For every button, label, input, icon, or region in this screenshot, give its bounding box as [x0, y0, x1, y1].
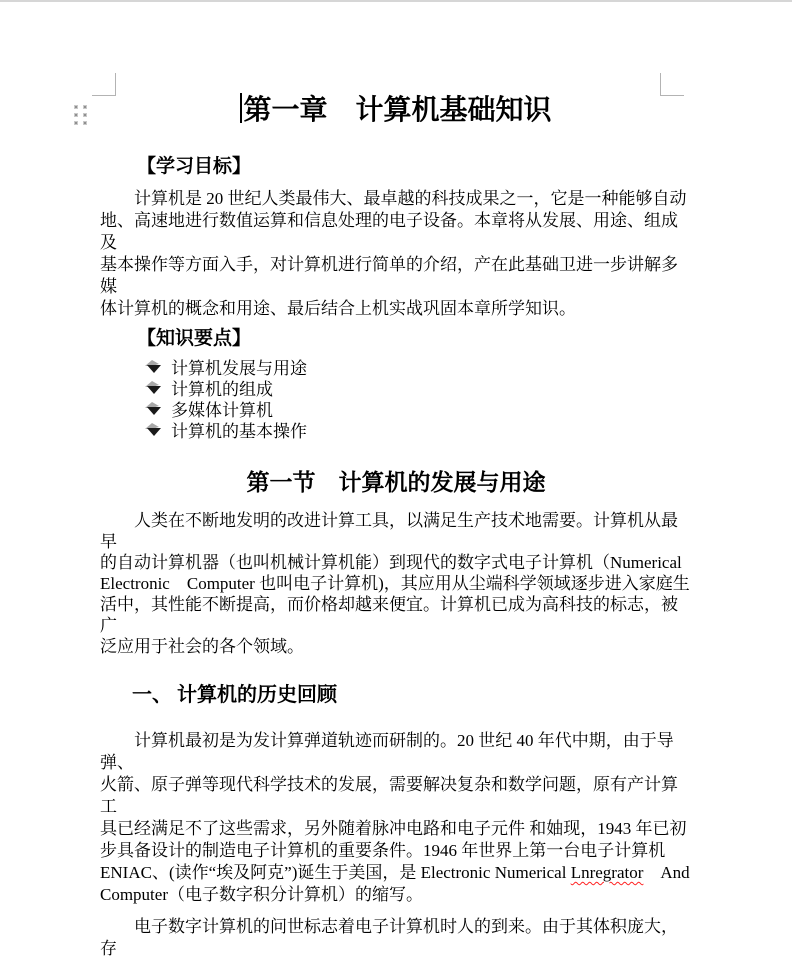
section-intro-paragraph[interactable]: [100, 510, 692, 657]
list-item[interactable]: [145, 419, 692, 440]
intro-paragraph[interactable]: [100, 188, 692, 320]
learning-goals-label[interactable]: 【学习目标】: [137, 156, 252, 177]
list-item-label: 计算机发展与用途: [171, 359, 307, 378]
text-line[interactable]: 活中，其性能不断提高，而价格却越来便宜。计算机已成为高科技的标志，被广: [100, 595, 678, 635]
text-line[interactable]: 步具备设计的制造电子计算机的重要条件。1946 年世界上第一台电子计算机: [100, 841, 666, 860]
list-item[interactable]: [145, 398, 692, 419]
text-line[interactable]: 地、高速地进行数值运算和信息处理的电子设备。本章将从发展、用途、组成及: [100, 211, 678, 252]
text-line[interactable]: 火箭、原子弹等现代科学技术的发展，需要解决复杂和数学问题，原有产计算工: [100, 775, 678, 816]
closing-paragraph[interactable]: [100, 916, 692, 960]
text-line[interactable]: Electronic Computer 也叫电子计算机)，其应用从尘端科学领域逐步进入家庭生: [100, 574, 690, 593]
history-paragraph[interactable]: [100, 730, 692, 906]
list-item[interactable]: [145, 356, 692, 377]
chapter-title[interactable]: [100, 92, 692, 130]
misspelled-word[interactable]: Lnregrator: [570, 863, 644, 882]
text-line[interactable]: [100, 862, 692, 884]
drag-handle-icon[interactable]: [74, 105, 87, 125]
text-line[interactable]: 的自动计算机器（也叫机械计算机能）到现代的数字式电子计算机（Numerical: [100, 553, 682, 572]
text-line[interactable]: 人类在不断地发明的改进计算工具，以满足生产技术地需要。计算机从最早: [100, 511, 678, 551]
list-item[interactable]: [145, 377, 692, 398]
section-title[interactable]: 第一节 计算机的发展与用途: [246, 470, 546, 495]
text-line[interactable]: 泛应用于社会的各个领域。: [100, 637, 304, 656]
text-line[interactable]: Computer（电子数字积分计算机）的缩写。: [100, 885, 423, 904]
text-line[interactable]: 计算机是 20 世纪人类最伟大、最卓越的科技成果之一，它是一种能够自动: [134, 189, 687, 208]
window-top-edge: [0, 0, 792, 2]
arrow-3d-down-icon: [145, 401, 162, 416]
list-item-label: 计算机的基本操作: [171, 422, 307, 441]
document-content: [100, 92, 692, 960]
list-item-label: 计算机的组成: [171, 380, 273, 399]
key-points-list: [100, 356, 692, 440]
text-line[interactable]: 计算机最初是为发计算弹道轨迹而研制的。20 世纪 40 年代中期，由于导弹、: [100, 731, 674, 772]
chapter-title-text: 第一章 计算机基础知识: [243, 95, 552, 126]
text-line[interactable]: 具已经满足不了这些需求，另外随着脉冲电路和电子元件 和妯现，1943 年已初: [100, 819, 687, 838]
arrow-3d-down-icon: [145, 422, 162, 437]
arrow-3d-down-icon: [145, 359, 162, 374]
text-line[interactable]: 体计算机的概念和用途、最后结合上机实战巩固本章所学知识。: [100, 299, 576, 318]
subsection-title[interactable]: 一、 计算机的历史回顾: [132, 684, 337, 706]
key-points-label[interactable]: 【知识要点】: [137, 328, 252, 349]
text-segment: ENIAC、(读作“埃及阿克”)诞生于美国，是 Electronic Numerical: [100, 863, 571, 882]
text-line[interactable]: 电子数字计算机的问世标志着电子计算机时人的到来。由于其体积庞大，存: [100, 917, 678, 958]
arrow-3d-down-icon: [145, 380, 162, 395]
list-item-label: 多媒体计算机: [171, 401, 273, 420]
text-line[interactable]: 基本操作等方面入手，对计算机进行简单的介绍，产在此基础卫进一步讲解多媒: [100, 255, 678, 296]
text-segment: And: [643, 863, 690, 882]
